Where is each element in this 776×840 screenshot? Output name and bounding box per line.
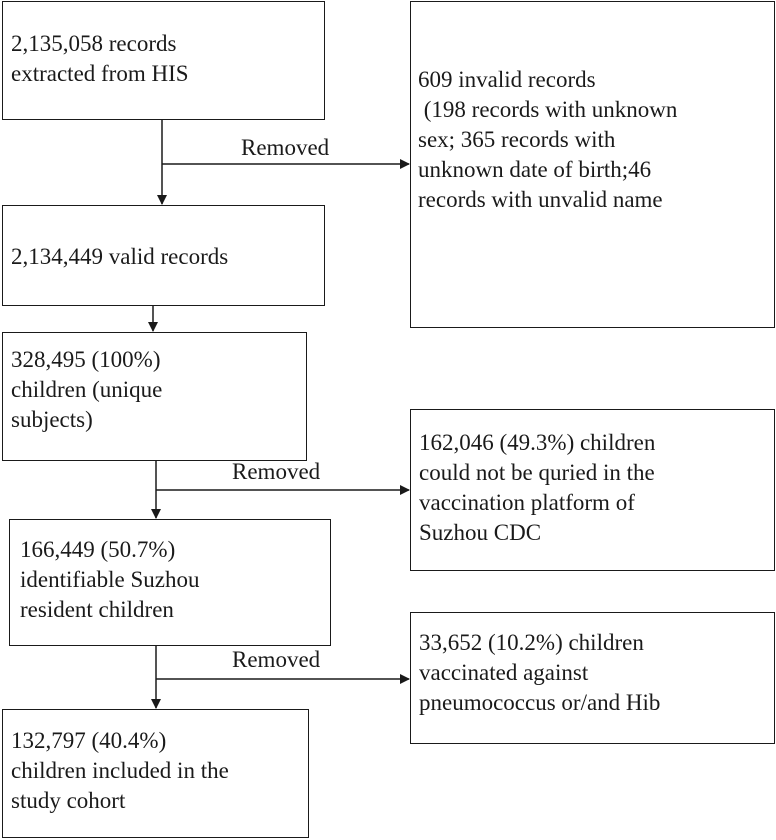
node-line: sex; 365 records with	[418, 127, 616, 152]
edge-label-removed: Removed	[232, 459, 321, 484]
node-not-queried-children	[410, 409, 775, 571]
node-line: children included in the	[11, 758, 229, 783]
node-identifiable-children	[9, 519, 331, 646]
node-line: identifiable Suzhou	[20, 567, 200, 592]
node-line: 609 invalid records	[418, 67, 596, 92]
node-valid-records	[2, 205, 325, 306]
node-line: children (unique	[11, 377, 163, 402]
node-invalid-records	[410, 1, 775, 328]
node-unique-children	[2, 332, 307, 461]
node-line: pneumococcus or/and Hib	[419, 690, 661, 715]
node-line: 166,449 (50.7%)	[20, 537, 176, 562]
node-line: subjects)	[11, 407, 93, 432]
node-line: 2,134,449 valid records	[11, 244, 229, 269]
node-line: vaccination platform of	[419, 490, 635, 515]
node-line: 162,046 (49.3%) children	[419, 430, 656, 455]
edge-label-removed: Removed	[241, 135, 330, 160]
node-line: could not be quried in the	[419, 460, 655, 485]
node-line: records with unvalid name	[418, 187, 663, 212]
edge-label-removed: Removed	[232, 647, 321, 672]
node-line: unknown date of birth;46	[418, 157, 652, 182]
node-line: Suzhou CDC	[419, 520, 542, 545]
node-study-cohort	[2, 709, 309, 838]
node-line: (198 records with unknown	[418, 97, 678, 122]
node-line: 132,797 (40.4%)	[11, 728, 167, 753]
node-line: 33,652 (10.2%) children	[419, 630, 644, 655]
node-line: study cohort	[11, 788, 126, 813]
node-records-extracted	[2, 1, 325, 120]
node-vaccinated-children	[410, 612, 775, 744]
node-line: resident children	[20, 597, 174, 622]
node-line: 328,495 (100%)	[11, 347, 161, 372]
node-line: 2,135,058 records	[11, 31, 177, 56]
node-line: extracted from HIS	[11, 61, 189, 86]
node-line: vaccinated against	[419, 660, 589, 685]
